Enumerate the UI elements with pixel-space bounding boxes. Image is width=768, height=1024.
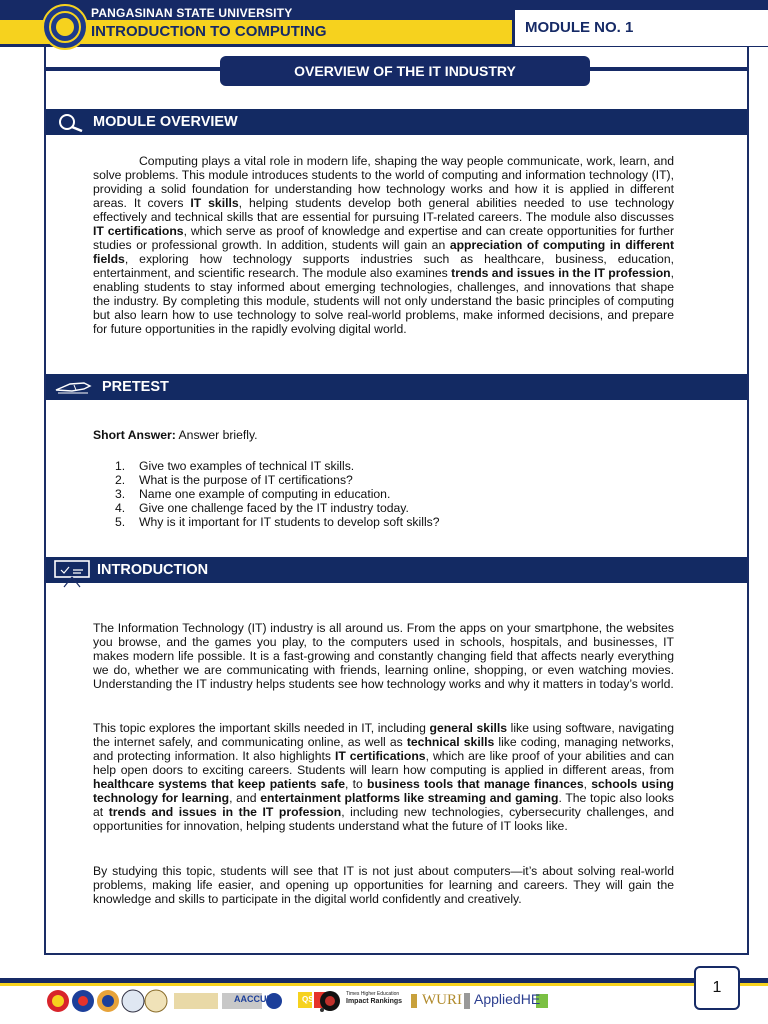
section-heading: MODULE OVERVIEW bbox=[93, 114, 238, 130]
list-item: 4. Give one challenge faced by the IT industry today. bbox=[115, 501, 409, 515]
list-item: 2. What is the purpose of IT certifications? bbox=[115, 473, 353, 487]
university-name: PANGASINAN STATE UNIVERSITY bbox=[91, 6, 293, 20]
pretest-questions bbox=[115, 459, 440, 529]
module-number: MODULE NO. 1 bbox=[525, 19, 634, 36]
section-heading: PRETEST bbox=[102, 379, 169, 395]
magnifier-icon bbox=[56, 112, 84, 132]
list-item: 5. Why is it important for IT students to develop soft skills? bbox=[115, 515, 440, 529]
section-bar-introduction bbox=[46, 557, 747, 583]
university-seal-icon bbox=[42, 4, 88, 50]
section-bar-pretest bbox=[46, 374, 747, 400]
aaccup-logo-text: AACCUP bbox=[234, 994, 273, 1004]
pretest-instruction: Short Answer: Answer briefly. bbox=[93, 428, 258, 442]
qs-logo-text: QS bbox=[302, 995, 314, 1004]
section-heading: INTRODUCTION bbox=[97, 562, 209, 578]
introduction-paragraph-1: The Information Technology (IT) industry is all around us. From the apps on your smartphone, the websites you browse, and the games you play, to the computers used in schools, hospitals, and businesses, IT makes modern life possible. It is a fast-growing and constantly changing field that affects nearly everything we do, whether we are communicating with friends, learning online, shopping, or even watching movies. Understanding the IT industry helps students see how technology works and why it matters in today’s world. bbox=[93, 621, 674, 691]
page-number: 1 bbox=[694, 966, 740, 1010]
introduction-paragraph-2: This topic explores the important skills needed in IT, including general skills like using software, navigating the internet safely, and communicating online, as well as technical skills like coding, managing networks, and protecting information. It also highlights IT certifications, which are like proof of your abilities and can help open doors to exciting careers. Students will learn how computing is applied in different areas, from healthcare systems that keep patients safe, to business tools that manage finances, schools using technology for learning, and entertainment platforms like streaming and gaming. The topic also looks at trends and issues in the IT profession, including new technologies, cybersecurity challenges, and opportunities for innovation, helping students understand what the future of IT looks like. bbox=[93, 721, 675, 833]
list-item: 3. Name one example of computing in education. bbox=[115, 487, 391, 501]
page-title: OVERVIEW OF THE IT INDUSTRY bbox=[220, 56, 590, 86]
list-item: 1. Give two examples of technical IT skills. bbox=[115, 459, 355, 473]
module-overview-text: Computing plays a vital role in modern life, shaping the way people communicate, work, learn, and solve problems. This module introduces students to the world of computing and information technology (IT), providing a solid foundation for understanding how technology works and how it is applied in different areas. It covers IT skills, helping students develop both general abilities needed to use technology effectively and technical skills that are essential for pursuing IT-related careers. The module also discusses IT certifications, which serve as proof of knowledge and expertise and can create opportunities for further studies or professional growth. In addition, students will gain an appreciation of computing in different fields, exploring how technology supports industries such as healthcare, business, education, entertainment, and scientific research. The module also examines trends and issues in the IT profession, enabling students to stay informed about emerging technologies, challenges, and innovations that shape the industry. By completing this module, students will not only understand the basic principles of computing but also learn how to use technology to solve real-world problems, make informed decisions, and prepare for future opportunities in the rapidly evolving digital world. bbox=[93, 154, 675, 336]
introduction-paragraph-3: By studying this topic, students will see that IT is not just about computers—it’s about solving real-world problems, making life easier, and opening up opportunities for learning and careers. They will gain the knowledge and skills to participate in the digital world confidently and creatively. bbox=[93, 864, 674, 906]
wuri-logo-text: WURI bbox=[422, 992, 462, 1008]
accreditation-logos bbox=[46, 988, 586, 1014]
course-title: INTRODUCTION TO COMPUTING bbox=[91, 23, 327, 40]
section-bar-module-overview bbox=[46, 109, 747, 135]
applied-logo-text: AppliedHE bbox=[474, 991, 541, 1007]
presentation-board-icon bbox=[52, 559, 94, 589]
the-logo-text: Times Higher Education Impact Rankings bbox=[346, 991, 403, 1005]
writing-hand-icon bbox=[54, 378, 94, 396]
footer-accent bbox=[0, 983, 768, 986]
